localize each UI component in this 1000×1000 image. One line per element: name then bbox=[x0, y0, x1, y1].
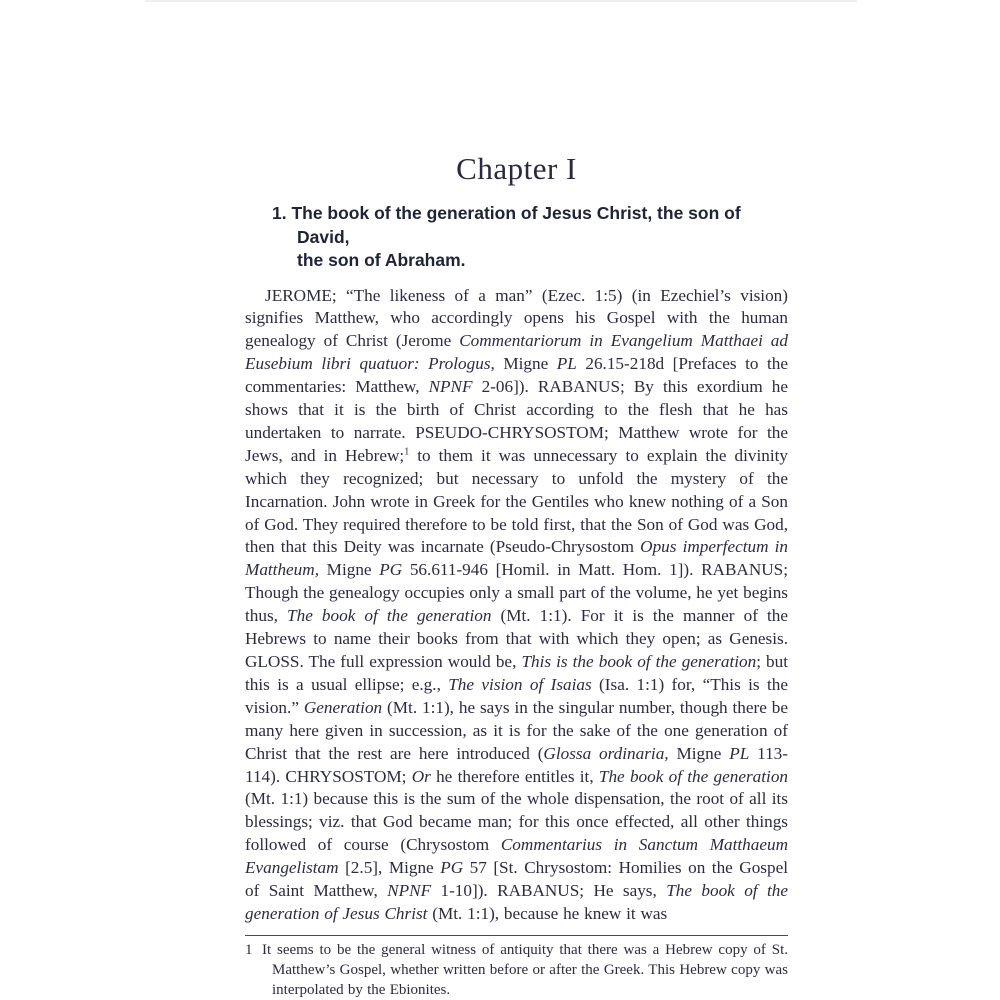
body-text-run: ; but this is a usual ellipse; e.g., bbox=[245, 652, 788, 694]
body-text-run: (Isa. 1:1) for, “This is the vision.” bbox=[245, 674, 788, 717]
body-text-run: 2-06]). RABANUS; By this exordium he shows that it is the birth of Christ according to the flesh that he has undertaken to narrate. PSEUDO-CHRYSOSTOM; Matthew wrote for the Jews, and in Hebrew; bbox=[245, 377, 788, 465]
text-column bbox=[245, 152, 788, 1000]
body-text-run: JEROME; “The likeness of a man” (Ezec. 1:5) (in Ezechiel’s vision) signifies Matthew, who accordingly opens his Gospel with the human genealogy of Christ (Jerome bbox=[245, 285, 788, 351]
body-italic-run: The book of the generation bbox=[287, 606, 492, 626]
body-text-run: 113-114). CHRYSOSTOM; bbox=[245, 743, 788, 786]
body-italic-run: Commentarius in Sanctum Matthaeum Evangelistam bbox=[245, 835, 788, 878]
page-top-edge-line bbox=[145, 0, 857, 2]
body-text-run: Migne bbox=[319, 560, 380, 580]
body-text-run: to them it was unnecessary to explain the divinity which they recognized; but necessary to unfold the mystery of the Incarnation. John wrote in Greek for the Gentiles who knew nothing of a Son of God. They required therefore to be told first, that the Son of God was God, then that this Deity was incarnate (Pseudo-Chrysostom bbox=[245, 445, 788, 557]
section-heading bbox=[245, 202, 788, 273]
body-italic-run: Glossa ordinaria, bbox=[543, 743, 669, 763]
body-italic-run: Commentariorum in Evangelium Matthaei ad Eusebium libri quatuor: Prologus, bbox=[245, 331, 788, 374]
body-text-run: (Mt. 1:1). For it is the manner of the Hebrews to name their books from that with which they open; as Genesis. GLOSS. The full expression would be, bbox=[245, 606, 788, 671]
body-italic-run: The vision of Isaias bbox=[448, 674, 592, 694]
body-italic-run: Or bbox=[411, 766, 431, 786]
body-italic-run: PG bbox=[379, 560, 403, 580]
body-italic-run: Opus imperfectum in Mattheum, bbox=[245, 537, 788, 580]
section-heading-line2: the son of Abraham. bbox=[297, 250, 466, 270]
body-text-run: he therefore entitles it, bbox=[430, 766, 599, 786]
chapter-title: Chapter I bbox=[456, 151, 577, 186]
body-text-run: 1-10]). RABANUS; He says, bbox=[431, 881, 667, 901]
body-text-run: 26.15-218d [Prefaces to the commentaries: Matthew, bbox=[245, 354, 789, 397]
body-italic-run: This is the book of the generation bbox=[521, 652, 757, 671]
footnote bbox=[245, 940, 788, 1000]
body-text-run: (Mt. 1:1) because this is the sum of the whole dispensation, the root of all its blessings; viz. that God became man; for this once effected, all other things followed of course (Chrysostom bbox=[245, 789, 788, 855]
body-text-run: [2.5], Migne bbox=[338, 858, 441, 878]
body-italic-run: PL bbox=[556, 354, 577, 374]
body-paragraph bbox=[245, 285, 788, 926]
body-italic-run: The book of the generation of Jesus Christ bbox=[245, 881, 788, 923]
body-text-run: Migne bbox=[668, 743, 730, 763]
footnote-marker: 1 bbox=[245, 941, 253, 958]
footnote-reference: 1 bbox=[404, 446, 410, 458]
body-italic-run: PG bbox=[440, 858, 464, 878]
body-italic-run: Generation bbox=[303, 697, 383, 717]
body-text-run: (Mt. 1:1), he says in the singular number, though there be many here given in succession, as it is for the sake of the one generation of Christ that the rest are here introduced ( bbox=[245, 697, 788, 763]
footnote-divider bbox=[245, 935, 788, 936]
body-text-run: Migne bbox=[494, 354, 557, 374]
section-heading-line1: 1. The book of the generation of Jesus Christ, the son of David, bbox=[272, 203, 741, 247]
body-italic-run: NPNF bbox=[428, 377, 473, 397]
body-italic-run: The book of the generation bbox=[598, 766, 789, 786]
body-italic-run: PL bbox=[729, 743, 750, 763]
body-text-run: 57 [St. Chrysostom: Homilies on the Gospel of Saint Matthew, bbox=[245, 858, 788, 901]
body-text-run: 56.611-946 [Homil. in Matt. Hom. 1]). RABANUS; Though the genealogy occupies only a small part of the volume, he yet begins thus, bbox=[245, 560, 788, 626]
footnote-text: It seems to be the general witness of antiquity that there was a Hebrew copy of St. Matthew’s Gospel, whether written before or after the Greek. This Hebrew copy was interpolated by the Ebionites. bbox=[262, 941, 788, 998]
body-text-run: (Mt. 1:1), because he knew it was bbox=[427, 903, 668, 923]
body-italic-run: NPNF bbox=[387, 881, 432, 901]
